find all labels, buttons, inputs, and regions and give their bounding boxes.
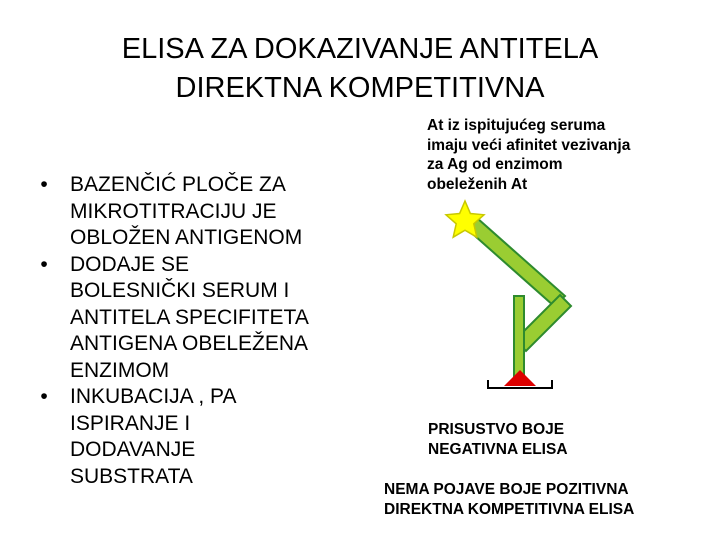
antibody-y-icon xyxy=(466,218,571,378)
bullet-item-serum xyxy=(34,252,374,385)
affinity-note xyxy=(427,116,630,194)
title-line-1: ELISA ZA DOKAZIVANJE ANTITELA xyxy=(121,33,599,65)
bullet-list xyxy=(34,172,374,490)
competitive-elisa-diagram xyxy=(440,196,600,396)
positive-elisa-note xyxy=(384,480,634,519)
bullet-marker: • xyxy=(40,385,48,408)
bullet-line: ANTITELA SPECIFITETA xyxy=(70,305,309,329)
bullet-line: DODAJE SE xyxy=(70,252,190,276)
note-line: NEMA POJAVE BOJE POZITIVNA xyxy=(384,481,629,498)
note-line: PRISUSTVO BOJE xyxy=(428,421,565,438)
bullet-item-plate xyxy=(34,172,374,252)
negative-elisa-note xyxy=(428,420,568,459)
bullet-line: ENZIMOM xyxy=(70,358,170,382)
bullet-line: ISPIRANJE I xyxy=(70,411,191,435)
bullet-line: BOLESNIČKI SERUM I xyxy=(70,279,290,302)
note-line: At iz ispitujućeg seruma xyxy=(427,117,606,134)
slide-title xyxy=(40,30,680,108)
bullet-line: ANTIGENA OBELEŽENA xyxy=(70,332,309,355)
antigen-triangle-icon xyxy=(504,370,536,386)
bullet-line: OBLOŽEN ANTIGENOM xyxy=(70,226,303,249)
note-line: NEGATIVNA ELISA xyxy=(428,440,568,458)
title-line-2: DIREKTNA KOMPETITIVNA xyxy=(175,72,545,104)
bullet-marker: • xyxy=(40,252,48,276)
bullet-item-incubation xyxy=(34,384,374,490)
note-line: za Ag od enzimom xyxy=(427,156,563,173)
bullet-marker: • xyxy=(40,173,48,196)
bullet-line: BAZENČIĆ PLOČE ZA xyxy=(70,173,286,196)
note-line: imaju veći afinitet vezivanja xyxy=(427,136,631,154)
antibody-upper-arm xyxy=(466,218,565,306)
bullet-line: INKUBACIJA , PA xyxy=(70,385,237,408)
bullet-line: DODAVANJE xyxy=(70,438,196,461)
antibody-stem xyxy=(514,296,524,378)
bullet-line: MIKROTITRACIJU JE xyxy=(70,199,277,223)
note-line: DIREKTNA KOMPETITIVNA ELISA xyxy=(384,500,635,518)
bullet-line: SUBSTRATA xyxy=(70,464,193,488)
note-line: obeleženih At xyxy=(427,175,528,193)
